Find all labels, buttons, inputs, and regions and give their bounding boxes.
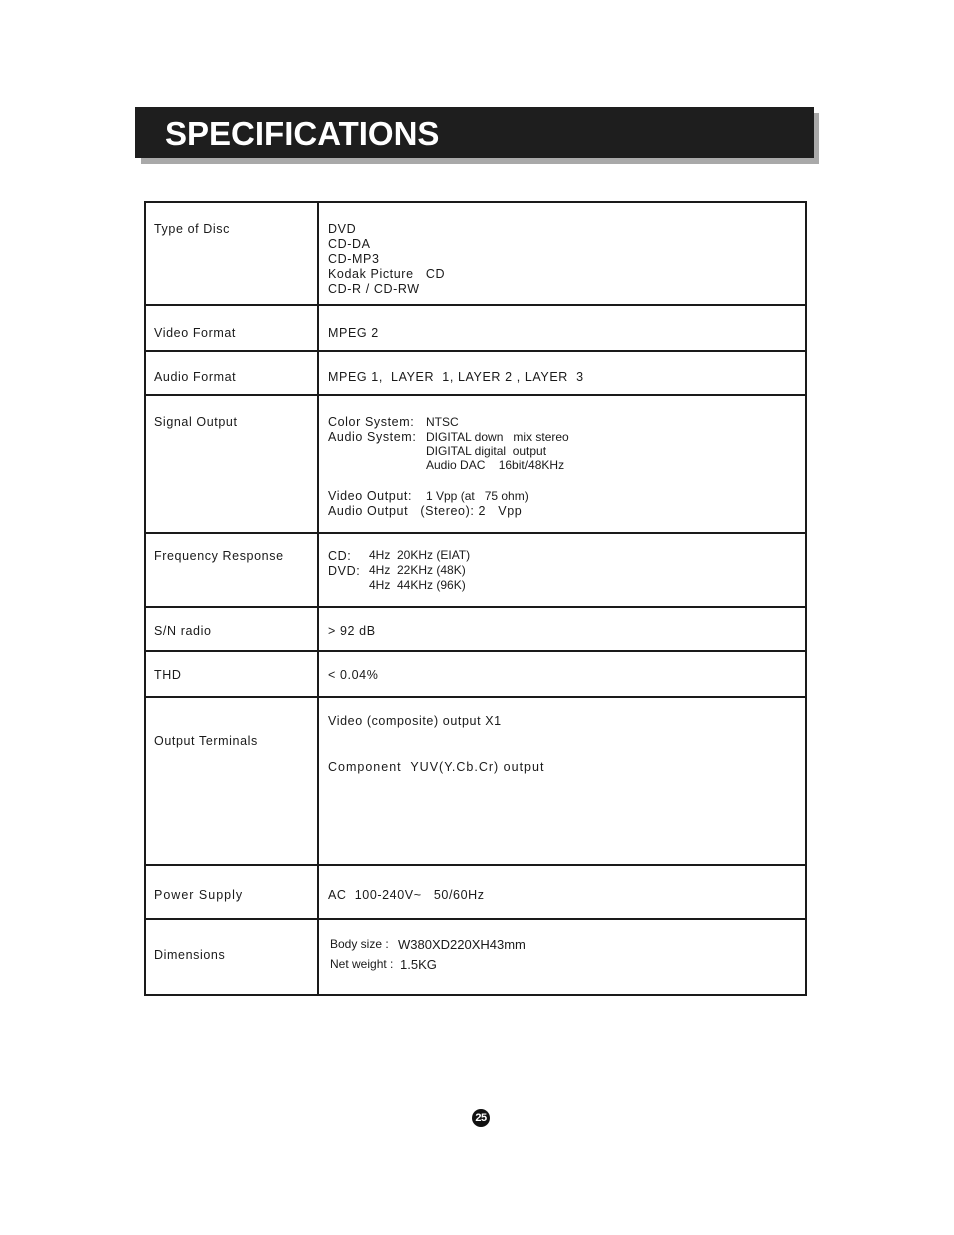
- disc-type: CD-R / CD-RW: [328, 282, 420, 296]
- spec-value: [328, 714, 544, 775]
- spec-value: [328, 415, 788, 525]
- spec-label: Dimensions: [154, 948, 226, 962]
- spec-row-frequency: [146, 534, 805, 608]
- spec-row-video: [146, 306, 805, 352]
- spec-label: THD: [154, 668, 182, 682]
- page-title: SPECIFICATIONS: [165, 115, 440, 152]
- output-terminal: Video (composite) output X1: [328, 714, 502, 728]
- freq-key-dvd: DVD:: [328, 564, 361, 578]
- spec-label: S/N radio: [154, 624, 212, 638]
- spec-row-sn: [146, 608, 805, 652]
- spec-label: Frequency Response: [154, 549, 284, 563]
- audio-output-line: Audio Output (Stereo): 2 Vpp: [328, 504, 523, 518]
- spec-row-audio: [146, 352, 805, 396]
- video-output-value: 1 Vpp (at 75 ohm): [426, 489, 529, 503]
- spec-label: Type of Disc: [154, 222, 230, 236]
- spec-row-dimensions: [146, 920, 805, 994]
- audio-system-key: Audio System:: [328, 430, 417, 444]
- spec-label: Output Terminals: [154, 734, 258, 748]
- spec-value: MPEG 2: [328, 326, 379, 340]
- output-terminal: Component YUV(Y.Cb.Cr) output: [328, 760, 545, 774]
- body-size-key: Body size :: [330, 937, 389, 951]
- spec-label: Audio Format: [154, 370, 237, 384]
- page-number: 25: [472, 1109, 490, 1127]
- spec-label: Power Supply: [154, 888, 244, 902]
- disc-type: CD-DA: [328, 237, 371, 251]
- spec-row-signal: [146, 396, 805, 534]
- spec-row-outputs: [146, 698, 805, 866]
- specifications-table: [144, 201, 807, 996]
- spec-value: [328, 888, 485, 903]
- section-header: [135, 107, 814, 158]
- freq-value: 4Hz 22KHz (48K): [369, 563, 466, 577]
- disc-type: DVD: [328, 222, 357, 236]
- spec-value: [328, 370, 584, 385]
- color-system-key: Color System:: [328, 415, 415, 429]
- spec-value: [328, 548, 628, 598]
- spec-value: < 0.04%: [328, 668, 379, 682]
- spec-row-power: [146, 866, 805, 920]
- freq-key-cd: CD:: [328, 549, 352, 563]
- spec-row-thd: [146, 652, 805, 698]
- net-weight-value: 1.5KG: [400, 957, 437, 972]
- video-output-key: Video Output:: [328, 489, 413, 503]
- freq-value: 4Hz 44KHz (96K): [369, 578, 466, 592]
- audio-system-value: DIGITAL digital output: [426, 444, 547, 458]
- audio-system-value: Audio DAC 16bit/48KHz: [426, 458, 565, 472]
- spec-label: Video Format: [154, 326, 237, 340]
- disc-type: Kodak Picture CD: [328, 267, 446, 281]
- net-weight-key: Net weight :: [330, 957, 394, 971]
- disc-type: CD-MP3: [328, 252, 380, 266]
- spec-label: Signal Output: [154, 415, 238, 429]
- freq-value: 4Hz 20KHz (EIAT): [369, 548, 471, 562]
- body-size-value: W380XD220XH43mm: [398, 937, 526, 952]
- spec-row-disc: [146, 203, 805, 306]
- spec-value: > 92 dB: [328, 624, 376, 638]
- spec-value: [330, 937, 630, 977]
- audio-format-value: MPEG 1, LAYER 1, LAYER 2 , LAYER 3: [328, 370, 584, 384]
- audio-system-value: DIGITAL down mix stereo: [426, 430, 569, 444]
- color-system-value: NTSC: [426, 415, 459, 429]
- power-value: AC 100-240V~ 50/60Hz: [328, 888, 485, 902]
- spec-value: [328, 222, 445, 297]
